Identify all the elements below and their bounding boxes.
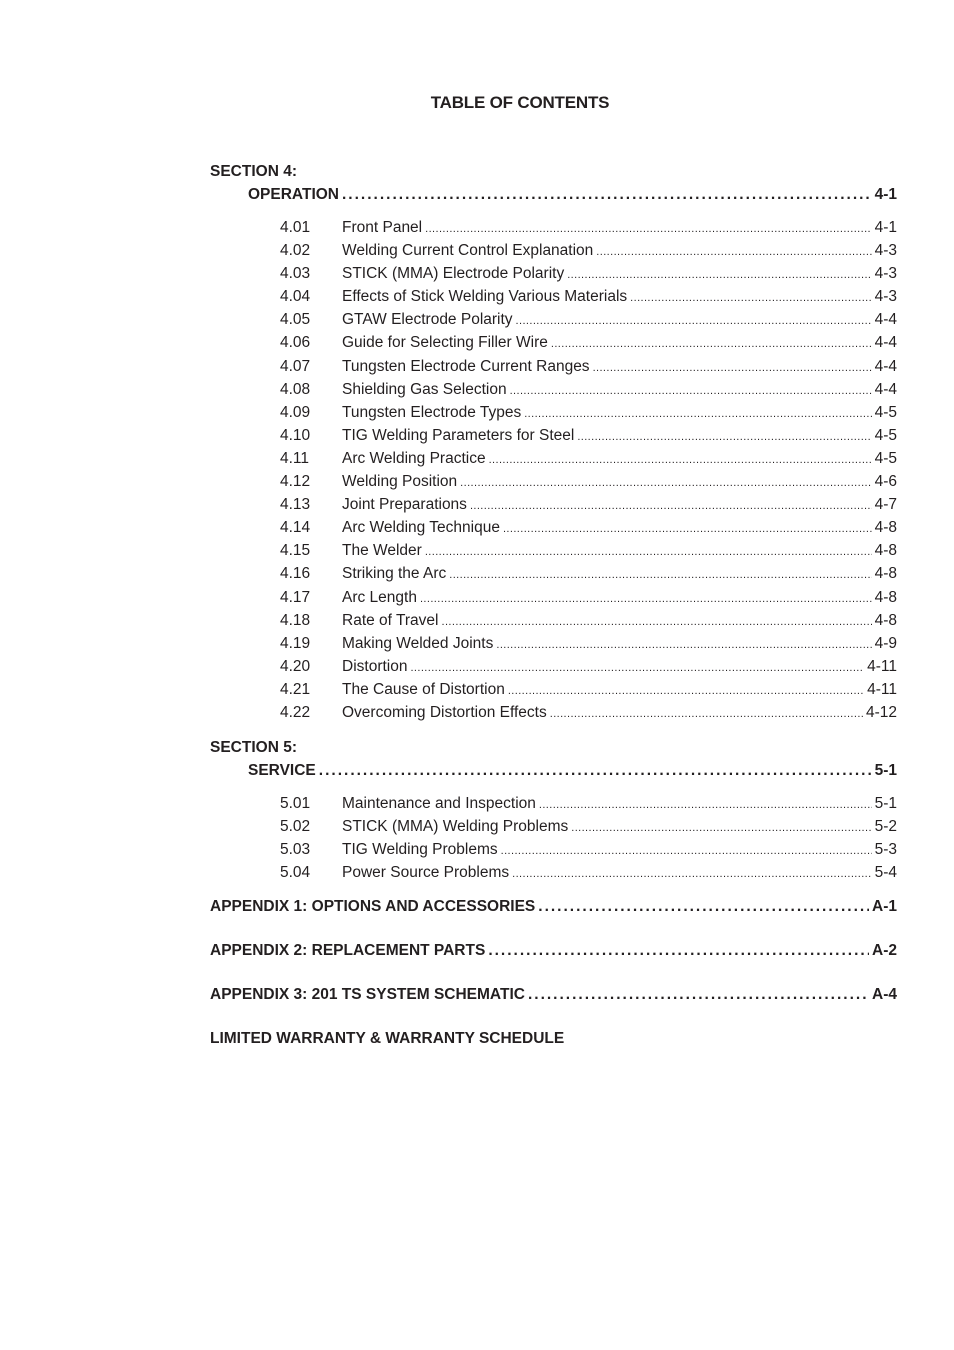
section-4-page: 4-1 [874, 186, 897, 203]
toc-entry-title: Striking the Arc [342, 565, 447, 583]
toc-entry[interactable] [210, 562, 897, 585]
appendix-2-title: APPENDIX 2: REPLACEMENT PARTS [210, 942, 486, 960]
toc-entry-page: 4-11 [867, 680, 897, 698]
toc-entry-title: Making Welded Joints [342, 634, 494, 652]
section-5-items [210, 792, 897, 884]
toc-entry[interactable] [210, 401, 897, 424]
toc-entry-page: 5-1 [874, 795, 897, 813]
toc-entry-number: 4.07 [280, 357, 311, 375]
dot-leader [528, 983, 869, 1006]
toc-entry-page: 5-2 [874, 818, 897, 836]
toc-entry-number: 4.21 [280, 680, 311, 698]
toc-entry-title: Shielding Gas Selection [342, 380, 507, 398]
dot-leader [319, 759, 872, 782]
toc-entry[interactable] [210, 470, 897, 493]
toc-entry-title: Guide for Selecting Filler Wire [342, 334, 548, 352]
toc-entry-number: 4.13 [280, 496, 311, 514]
toc-entry-number: 4.05 [280, 311, 311, 329]
toc-entry-number: 4.10 [280, 426, 311, 444]
dot-leader [460, 472, 871, 495]
toc-entry[interactable] [210, 355, 897, 378]
toc-entry[interactable] [210, 586, 897, 609]
toc-entry-page: 4-4 [874, 380, 897, 398]
toc-entry-number: 4.04 [280, 288, 311, 306]
toc-entry-number: 4.15 [280, 542, 311, 560]
section-4-label: SECTION 4: [210, 163, 297, 180]
toc-entry[interactable] [210, 216, 897, 239]
toc-entry-page: 5-3 [874, 841, 897, 859]
toc-entry-title: Distortion [342, 657, 408, 675]
toc-entry-page: 4-7 [874, 496, 897, 514]
toc-entry-title: The Welder [342, 542, 422, 560]
toc-entry-title: TIG Welding Problems [342, 841, 498, 859]
toc-entry[interactable] [210, 447, 897, 470]
toc-entry[interactable] [210, 331, 897, 354]
dot-leader [630, 287, 871, 310]
toc-entry-title: GTAW Electrode Polarity [342, 311, 513, 329]
toc-entry[interactable] [210, 838, 897, 861]
toc-entry[interactable] [210, 609, 897, 632]
dot-leader [489, 449, 872, 472]
toc-entry-number: 4.18 [280, 611, 311, 629]
toc-entry-number: 4.17 [280, 588, 311, 606]
section-5-heading[interactable] [248, 759, 897, 782]
section-5-label: SECTION 5: [210, 739, 297, 757]
appendix-2-page: A-2 [872, 942, 897, 960]
toc-entry[interactable] [210, 378, 897, 401]
toc-entry-title: Joint Preparations [342, 496, 467, 514]
toc-entry-number: 5.02 [280, 818, 311, 836]
toc-entry-number: 4.02 [280, 242, 311, 260]
toc-entry-number: 4.12 [280, 473, 311, 491]
toc-entry-title: Tungsten Electrode Current Ranges [342, 357, 590, 375]
section-4-items [210, 216, 897, 724]
dot-leader [593, 357, 872, 380]
dot-leader [550, 703, 863, 726]
toc-entry-page: 4-3 [874, 288, 897, 306]
toc-entry-title: STICK (MMA) Electrode Polarity [342, 265, 565, 283]
dot-leader [539, 794, 872, 817]
dot-leader [508, 680, 864, 703]
toc-entry[interactable] [210, 424, 897, 447]
toc-entry-page: 4-11 [867, 657, 897, 675]
toc-entry-page: 4-5 [874, 449, 897, 467]
dot-leader [510, 380, 872, 403]
toc-entry-number: 5.04 [280, 864, 311, 882]
toc-entry-number: 4.14 [280, 519, 311, 537]
dot-leader [425, 541, 872, 564]
toc-entry-title: TIG Welding Parameters for Steel [342, 426, 575, 444]
toc-entry[interactable] [210, 285, 897, 308]
toc-entry[interactable] [210, 815, 897, 838]
appendix-3-entry[interactable] [210, 983, 897, 1006]
toc-entry-number: 4.22 [280, 703, 311, 721]
warranty-entry[interactable]: LIMITED WARRANTY & WARRANTY SCHEDULE [210, 1030, 565, 1048]
toc-entry-number: 4.16 [280, 565, 311, 583]
toc-entry-title: Tungsten Electrode Types [342, 403, 522, 421]
toc-entry-title: Arc Length [342, 588, 417, 606]
appendix-3-page: A-4 [872, 986, 897, 1004]
toc-entry-page: 4-4 [874, 311, 897, 329]
toc-entry-page: 4-8 [874, 611, 897, 629]
toc-entry-page: 4-12 [865, 703, 897, 721]
section-5-title: SERVICE [248, 762, 316, 780]
toc-entry-number: 4.08 [280, 380, 311, 398]
toc-entry-page: 4-5 [874, 403, 897, 421]
toc-entry-title: Power Source Problems [342, 864, 510, 882]
toc-entry[interactable] [210, 493, 897, 516]
toc-entry-number: 5.03 [280, 841, 311, 859]
toc-entry-title: Welding Current Control Explanation [342, 242, 594, 260]
appendix-3-title: APPENDIX 3: 201 TS SYSTEM SCHEMATIC [210, 986, 525, 1004]
toc-entry-page: 4-5 [874, 426, 897, 444]
dot-leader [538, 895, 869, 918]
toc-entry-number: 4.11 [280, 449, 310, 467]
toc-entry-page: 4-8 [874, 519, 897, 537]
toc-entry-number: 4.01 [280, 219, 311, 236]
appendix-1-entry[interactable] [210, 895, 897, 918]
toc-entry-page: 4-3 [874, 265, 897, 283]
toc-entry[interactable] [210, 701, 897, 724]
dot-leader [488, 939, 869, 962]
toc-entry-title: Effects of Stick Welding Various Materials [342, 288, 628, 306]
toc-entry[interactable] [210, 262, 897, 285]
toc-entry-number: 4.06 [280, 334, 311, 352]
toc-entry[interactable] [210, 792, 897, 815]
dot-leader [442, 611, 872, 634]
dot-leader [503, 518, 872, 541]
toc-entry-title: Arc Welding Technique [342, 519, 500, 537]
dot-leader [425, 218, 871, 241]
appendix-1-page: A-1 [872, 898, 897, 916]
dot-leader [410, 657, 864, 680]
dot-leader [496, 634, 871, 657]
toc-entry-title: Arc Welding Practice [342, 449, 486, 467]
toc-entry[interactable] [210, 516, 897, 539]
toc-entry-page: 4-9 [874, 634, 897, 652]
toc-entry-title: Welding Position [342, 473, 458, 491]
dot-leader [524, 403, 871, 426]
dot-leader [577, 426, 871, 449]
dot-leader [567, 264, 871, 287]
toc-entry-title: Front Panel [342, 219, 423, 236]
toc-entry-page: 4-6 [874, 473, 897, 491]
toc-entry-title: Maintenance and Inspection [342, 795, 536, 813]
toc-entry[interactable] [210, 861, 897, 884]
toc-entry-number: 4.19 [280, 634, 311, 652]
toc-entry[interactable] [210, 539, 897, 562]
section-5-page: 5-1 [874, 762, 897, 780]
toc-entry-page: 4-3 [874, 242, 897, 260]
toc-entry-title: The Cause of Distortion [342, 680, 505, 698]
table-of-contents [210, 160, 897, 1050]
appendix-2-entry[interactable] [210, 939, 897, 962]
toc-entry-number: 4.03 [280, 265, 311, 283]
section-4-heading[interactable] [248, 183, 897, 206]
page-title: TABLE OF CONTENTS [430, 93, 610, 112]
toc-entry-page: 4-4 [874, 334, 897, 352]
toc-entry-title: Rate of Travel [342, 611, 439, 629]
toc-entry[interactable] [210, 655, 897, 678]
toc-entry[interactable] [210, 678, 897, 701]
toc-entry-number: 5.01 [280, 795, 311, 813]
toc-entry-title: Overcoming Distortion Effects [342, 703, 547, 721]
dot-leader [512, 863, 871, 886]
toc-entry[interactable] [210, 239, 897, 262]
toc-entry-number: 4.09 [280, 403, 311, 421]
toc-entry[interactable] [210, 308, 897, 331]
toc-entry-page: 4-1 [874, 219, 897, 236]
toc-entry-page: 5-4 [874, 864, 897, 882]
toc-entry-page: 4-8 [874, 588, 897, 606]
dot-leader [596, 241, 871, 264]
toc-entry-page: 4-8 [874, 542, 897, 560]
toc-entry-page: 4-8 [874, 565, 897, 583]
toc-entry-number: 4.20 [280, 657, 311, 675]
appendix-1-title: APPENDIX 1: OPTIONS AND ACCESSORIES [210, 898, 536, 916]
dot-leader [342, 183, 872, 206]
dot-leader [420, 588, 872, 611]
toc-entry-title: STICK (MMA) Welding Problems [342, 818, 569, 836]
toc-entry-page: 4-4 [874, 357, 897, 375]
dot-leader [571, 817, 871, 840]
dot-leader [449, 564, 871, 587]
dot-leader [501, 840, 872, 863]
section-4-title: OPERATION [248, 186, 339, 203]
dot-leader [551, 333, 872, 356]
dot-leader [516, 310, 872, 333]
dot-leader [470, 495, 872, 518]
toc-entry[interactable] [210, 632, 897, 655]
